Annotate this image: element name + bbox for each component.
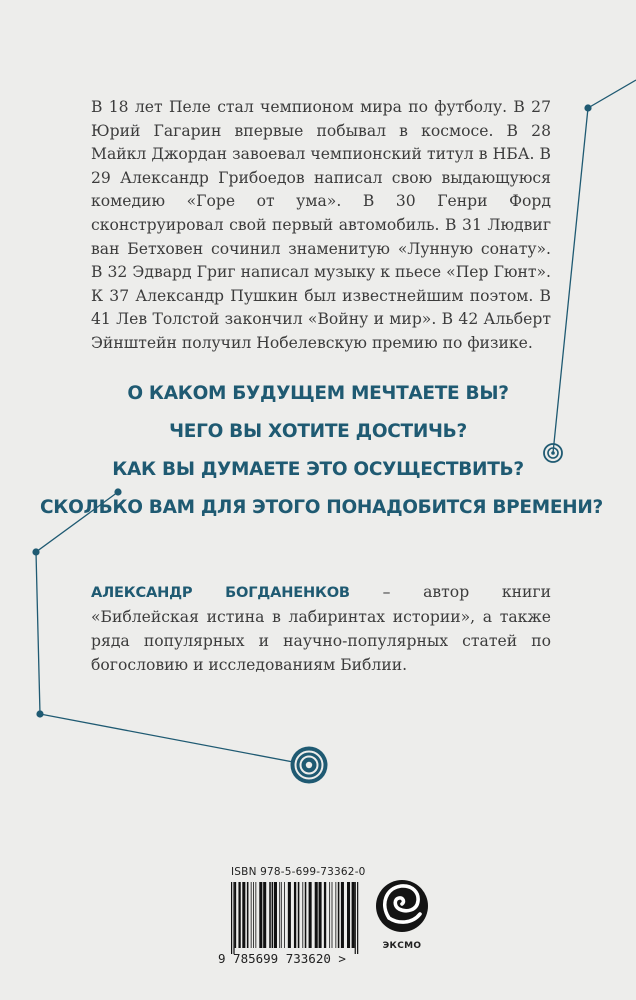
author-bio-text: – автор книги «Библейская истина в лабиринтах истории», а также ряда популярных и научно-популярных статей по богословию и исследованиям Библии.: [91, 583, 551, 674]
intro-paragraph: В 18 лет Пеле стал чемпионом мира по футболу. В 27 Юрий Гагарин впервые побывал в космосе. В 28 Майкл Джордан завоевал чемпионский титул в НБА. В 29 Александр Грибоедов написал свою выдающуюся комедию «Горе от ума». В 30 Генри Форд сконструировал свой первый автомобиль. В 31 Людвиг ван Бетховен сочинил знаменитую «Лунную сонату». В 32 Эдвард Григ написал музыку к пьесе «Пер Гюнт». К 37 Александр Пушкин был известнейшим поэтом. В 41 Лев Толстой закончил «Войну и мир». В 42 Альберт Эйнштейн получил Нобелевскую премию по физике.: [91, 98, 551, 352]
question-line: ЧЕГО ВЫ ХОТИТЕ ДОСТИЧЬ?: [169, 421, 467, 442]
publisher-name: ЭКСМО: [382, 941, 422, 951]
target-large-icon: [291, 747, 328, 784]
questions-block: [40, 382, 603, 534]
author-bio: [91, 580, 551, 677]
eksmo-logo-icon: [376, 880, 428, 932]
barcode: [231, 882, 358, 954]
question-line: СКОЛЬКО ВАМ ДЛЯ ЭТОГО ПОНАДОБИТСЯ ВРЕМЕНИ?: [40, 497, 603, 518]
node-dot-icon: [584, 104, 591, 111]
question-line: КАК ВЫ ДУМАЕТЕ ЭТО ОСУЩЕСТВИТЬ?: [112, 459, 524, 480]
node-dot-icon: [32, 548, 39, 555]
isbn-label: ISBN 978-5-699-73362-0: [231, 866, 366, 878]
node-dot-icon: [36, 710, 43, 717]
barcode-digits: 9 785699 733620 >: [218, 951, 346, 966]
author-name: АЛЕКСАНДР БОГДАНЕНКОВ: [91, 584, 350, 601]
question-line: О КАКОМ БУДУЩЕМ МЕЧТАЕТЕ ВЫ?: [127, 383, 509, 404]
